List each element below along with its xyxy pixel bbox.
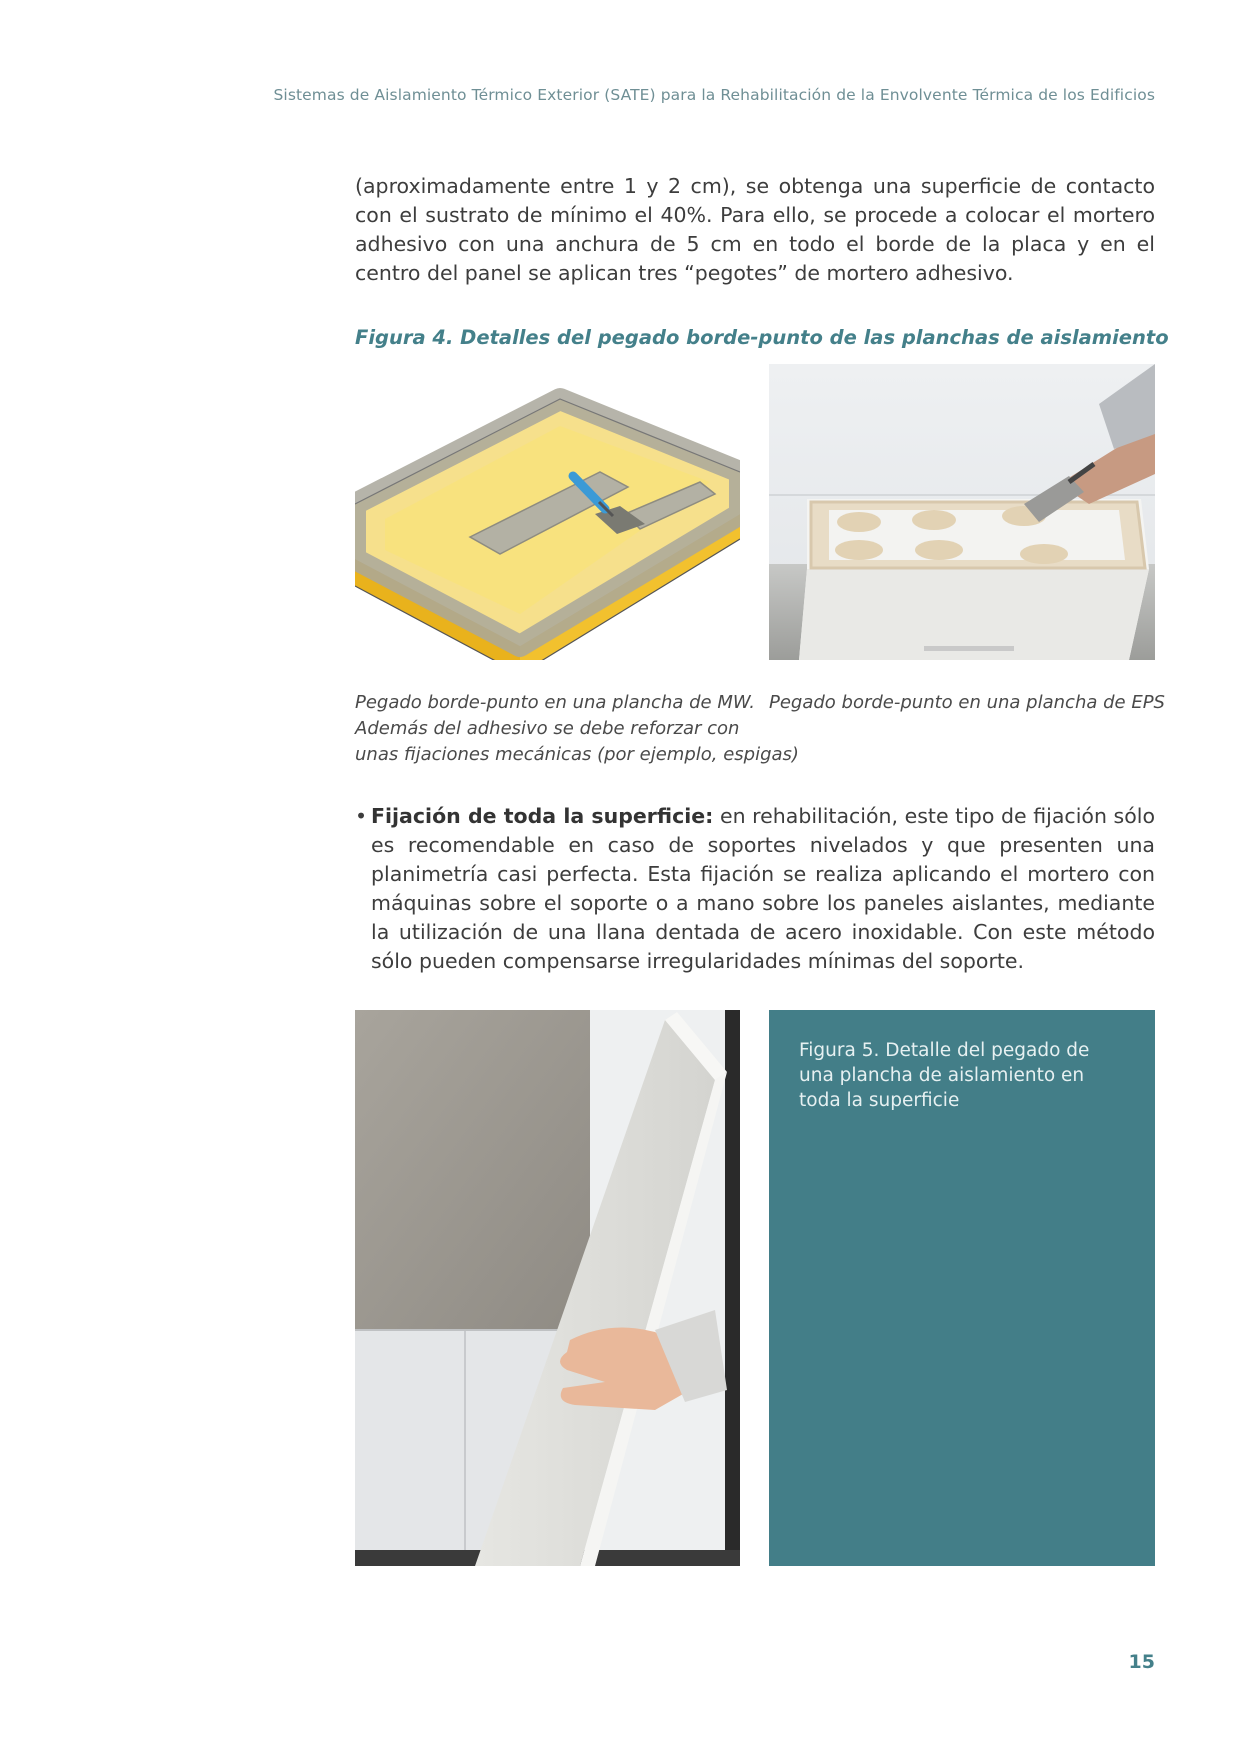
bullet-item [355, 802, 1155, 976]
intro-paragraph: (aproximadamente entre 1 y 2 cm), se obtenga una superficie de contacto con el sustrato de mínimo el 40%. Para ello, se procede a colocar el mortero adhesivo con una anchura de 5 cm en todo el borde de la placa y en el centro del panel se aplican tres “pegotes” de mortero adhesivo. [355, 174, 1155, 285]
bullet-text [371, 802, 1155, 976]
figure-4-right-caption: Pegado borde-punto en una plancha de EPS [769, 692, 1165, 713]
figure-4-title: Figura 4. Detalles del pegado borde-punto de las planchas de aislamiento [355, 326, 1169, 349]
figure-5-caption: Figura 5. Detalle del pegado de una plancha de aislamiento en toda la superficie [799, 1040, 1090, 1111]
bullet-bold-lead: Fijación de toda la superficie: [371, 804, 714, 828]
full-surface-bonding-photo [355, 1010, 740, 1566]
caption-line: unas fijaciones mecánicas (por ejemplo, espigas) [355, 744, 799, 765]
caption-line: Además del adhesivo se debe reforzar con [355, 718, 740, 739]
bullet-marker: • [355, 804, 368, 828]
page-number: 15 [1128, 1651, 1155, 1673]
running-header: Sistemas de Aislamiento Térmico Exterior (SATE) para la Rehabilitación de la Envolvente Térmica de los Edificios [273, 86, 1155, 104]
eps-board-photo [769, 364, 1155, 660]
bullet-body: en rehabilitación, este tipo de fijación sólo es recomendable en caso de soportes nivelados y que presenten una planimetría casi perfecta. Esta fijación se realiza aplicando el mortero con máquinas sobre el soporte o a mano sobre los paneles aislantes, mediante la utilización de una llana dentada de acero inoxidable. Con este método sólo pueden compensarse irregularidades mínimas del soporte. [371, 804, 1155, 973]
mw-board-illustration [355, 364, 740, 660]
figure-5-caption-box [769, 1010, 1155, 1566]
caption-line: Pegado borde-punto en una plancha de MW. [355, 692, 755, 713]
figure-4-left-caption [355, 690, 799, 768]
